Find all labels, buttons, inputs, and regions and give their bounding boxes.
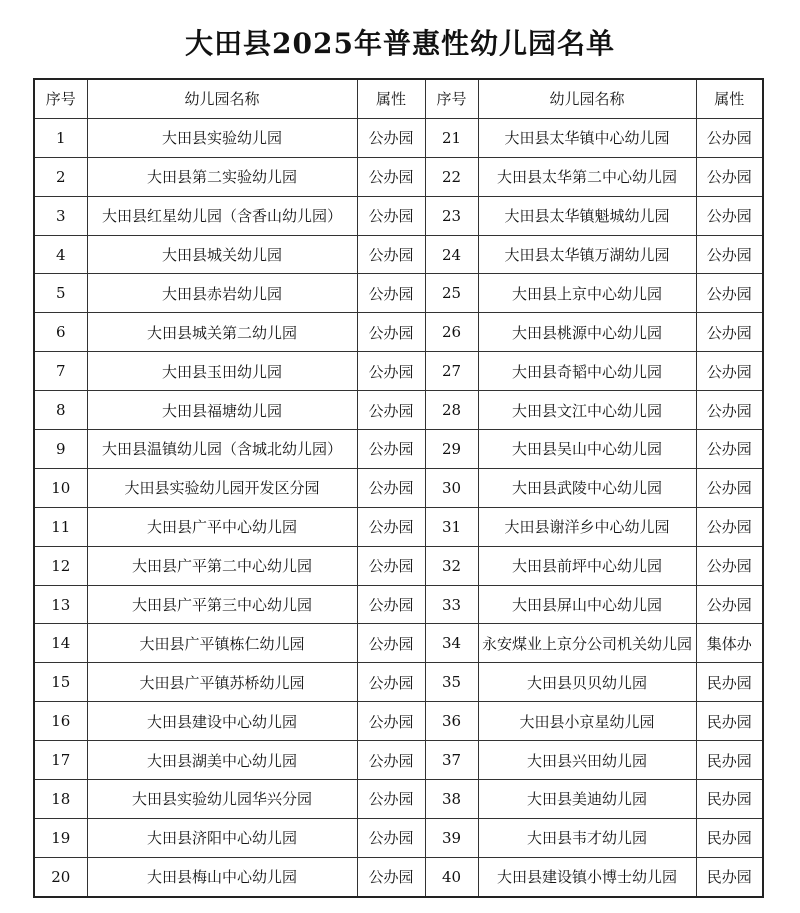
table-row [34, 157, 763, 196]
header-serial-left: 序号 [34, 79, 87, 118]
serial-cell: 7 [34, 352, 87, 391]
serial-cell: 38 [425, 780, 478, 819]
kindergarten-name-cell: 大田县城关第二幼儿园 [87, 313, 357, 352]
kindergarten-name-cell: 大田县韦才幼儿园 [478, 818, 696, 857]
table-row [34, 118, 763, 157]
kindergarten-name-cell: 大田县广平镇栋仁幼儿园 [87, 624, 357, 663]
ownership-type-cell: 公办园 [357, 235, 425, 274]
ownership-type-cell: 民办园 [696, 818, 763, 857]
table-row [34, 741, 763, 780]
serial-cell: 36 [425, 702, 478, 741]
ownership-type-cell: 公办园 [696, 235, 763, 274]
ownership-type-cell: 公办园 [696, 196, 763, 235]
ownership-type-cell: 公办园 [357, 196, 425, 235]
serial-cell: 27 [425, 352, 478, 391]
serial-cell: 8 [34, 391, 87, 430]
ownership-type-cell: 公办园 [357, 313, 425, 352]
kindergarten-name-cell: 大田县太华镇中心幼儿园 [478, 118, 696, 157]
serial-cell: 20 [34, 857, 87, 896]
ownership-type-cell: 公办园 [696, 118, 763, 157]
header-type-right: 属性 [696, 79, 763, 118]
serial-cell: 32 [425, 546, 478, 585]
ownership-type-cell: 公办园 [357, 741, 425, 780]
ownership-type-cell: 公办园 [696, 507, 763, 546]
serial-cell: 33 [425, 585, 478, 624]
kindergarten-name-cell: 永安煤业上京分公司机关幼儿园 [478, 624, 696, 663]
table-row [34, 818, 763, 857]
kindergarten-name-cell: 大田县吴山中心幼儿园 [478, 430, 696, 469]
serial-cell: 24 [425, 235, 478, 274]
serial-cell: 29 [425, 430, 478, 469]
serial-cell: 5 [34, 274, 87, 313]
kindergarten-name-cell: 大田县广平第二中心幼儿园 [87, 546, 357, 585]
ownership-type-cell: 公办园 [357, 857, 425, 896]
kindergarten-name-cell: 大田县赤岩幼儿园 [87, 274, 357, 313]
kindergarten-name-cell: 大田县小京星幼儿园 [478, 702, 696, 741]
kindergarten-name-cell: 大田县谢洋乡中心幼儿园 [478, 507, 696, 546]
ownership-type-cell: 民办园 [696, 663, 763, 702]
ownership-type-cell: 公办园 [357, 352, 425, 391]
table-row [34, 352, 763, 391]
serial-cell: 11 [34, 507, 87, 546]
kindergarten-name-cell: 大田县建设镇小博士幼儿园 [478, 857, 696, 896]
serial-cell: 34 [425, 624, 478, 663]
serial-cell: 17 [34, 741, 87, 780]
kindergarten-table [33, 78, 764, 898]
ownership-type-cell: 公办园 [357, 585, 425, 624]
table-row [34, 546, 763, 585]
page-title: 大田县2025年普惠性幼儿园名单 [185, 27, 615, 60]
ownership-type-cell: 民办园 [696, 857, 763, 896]
ownership-type-cell: 公办园 [357, 274, 425, 313]
table-row [34, 507, 763, 546]
serial-cell: 6 [34, 313, 87, 352]
ownership-type-cell: 公办园 [357, 157, 425, 196]
kindergarten-name-cell: 大田县广平第三中心幼儿园 [87, 585, 357, 624]
ownership-type-cell: 公办园 [696, 585, 763, 624]
kindergarten-name-cell: 大田县第二实验幼儿园 [87, 157, 357, 196]
ownership-type-cell: 公办园 [357, 780, 425, 819]
serial-cell: 26 [425, 313, 478, 352]
table-row [34, 702, 763, 741]
ownership-type-cell: 公办园 [357, 391, 425, 430]
kindergarten-name-cell: 大田县上京中心幼儿园 [478, 274, 696, 313]
ownership-type-cell: 公办园 [357, 430, 425, 469]
serial-cell: 39 [425, 818, 478, 857]
serial-cell: 40 [425, 857, 478, 896]
ownership-type-cell: 民办园 [696, 741, 763, 780]
serial-cell: 4 [34, 235, 87, 274]
serial-cell: 3 [34, 196, 87, 235]
ownership-type-cell: 公办园 [357, 507, 425, 546]
ownership-type-cell: 民办园 [696, 780, 763, 819]
kindergarten-name-cell: 大田县太华第二中心幼儿园 [478, 157, 696, 196]
kindergarten-name-cell: 大田县湖美中心幼儿园 [87, 741, 357, 780]
ownership-type-cell: 公办园 [696, 546, 763, 585]
serial-cell: 21 [425, 118, 478, 157]
table-row [34, 780, 763, 819]
kindergarten-name-cell: 大田县屏山中心幼儿园 [478, 585, 696, 624]
ownership-type-cell: 公办园 [357, 546, 425, 585]
table-row [34, 235, 763, 274]
kindergarten-name-cell: 大田县福塘幼儿园 [87, 391, 357, 430]
kindergarten-name-cell: 大田县武陵中心幼儿园 [478, 468, 696, 507]
kindergarten-name-cell: 大田县前坪中心幼儿园 [478, 546, 696, 585]
kindergarten-name-cell: 大田县济阳中心幼儿园 [87, 818, 357, 857]
serial-cell: 28 [425, 391, 478, 430]
table-row [34, 274, 763, 313]
ownership-type-cell: 公办园 [696, 352, 763, 391]
kindergarten-name-cell: 大田县美迪幼儿园 [478, 780, 696, 819]
table-body [34, 118, 763, 896]
kindergarten-name-cell: 大田县文江中心幼儿园 [478, 391, 696, 430]
ownership-type-cell: 集体办 [696, 624, 763, 663]
ownership-type-cell: 公办园 [696, 468, 763, 507]
kindergarten-name-cell: 大田县城关幼儿园 [87, 235, 357, 274]
header-name-right: 幼儿园名称 [478, 79, 696, 118]
kindergarten-name-cell: 大田县桃源中心幼儿园 [478, 313, 696, 352]
ownership-type-cell: 民办园 [696, 702, 763, 741]
serial-cell: 35 [425, 663, 478, 702]
kindergarten-name-cell: 大田县红星幼儿园（含香山幼儿园） [87, 196, 357, 235]
table-row [34, 430, 763, 469]
ownership-type-cell: 公办园 [696, 430, 763, 469]
kindergarten-name-cell: 大田县太华镇万湖幼儿园 [478, 235, 696, 274]
table-row [34, 196, 763, 235]
serial-cell: 23 [425, 196, 478, 235]
ownership-type-cell: 公办园 [696, 274, 763, 313]
table-row [34, 585, 763, 624]
serial-cell: 19 [34, 818, 87, 857]
kindergarten-name-cell: 大田县广平镇苏桥幼儿园 [87, 663, 357, 702]
kindergarten-name-cell: 大田县太华镇魁城幼儿园 [478, 196, 696, 235]
serial-cell: 15 [34, 663, 87, 702]
serial-cell: 30 [425, 468, 478, 507]
ownership-type-cell: 公办园 [696, 391, 763, 430]
header-type-left: 属性 [357, 79, 425, 118]
kindergarten-name-cell: 大田县贝贝幼儿园 [478, 663, 696, 702]
kindergarten-name-cell: 大田县实验幼儿园华兴分园 [87, 780, 357, 819]
ownership-type-cell: 公办园 [357, 818, 425, 857]
ownership-type-cell: 公办园 [696, 157, 763, 196]
serial-cell: 18 [34, 780, 87, 819]
kindergarten-name-cell: 大田县实验幼儿园 [87, 118, 357, 157]
serial-cell: 16 [34, 702, 87, 741]
ownership-type-cell: 公办园 [357, 624, 425, 663]
serial-cell: 1 [34, 118, 87, 157]
kindergarten-name-cell: 大田县实验幼儿园开发区分园 [87, 468, 357, 507]
serial-cell: 9 [34, 430, 87, 469]
table-row [34, 468, 763, 507]
serial-cell: 31 [425, 507, 478, 546]
serial-cell: 14 [34, 624, 87, 663]
table-row [34, 857, 763, 896]
ownership-type-cell: 公办园 [357, 663, 425, 702]
table-header-row [34, 79, 763, 118]
serial-cell: 10 [34, 468, 87, 507]
ownership-type-cell: 公办园 [357, 702, 425, 741]
table-row [34, 624, 763, 663]
serial-cell: 37 [425, 741, 478, 780]
ownership-type-cell: 公办园 [696, 313, 763, 352]
kindergarten-name-cell: 大田县梅山中心幼儿园 [87, 857, 357, 896]
serial-cell: 13 [34, 585, 87, 624]
kindergarten-name-cell: 大田县兴田幼儿园 [478, 741, 696, 780]
serial-cell: 2 [34, 157, 87, 196]
table-row [34, 663, 763, 702]
table-row [34, 313, 763, 352]
kindergarten-name-cell: 大田县奇韬中心幼儿园 [478, 352, 696, 391]
serial-cell: 12 [34, 546, 87, 585]
table-row [34, 391, 763, 430]
header-name-left: 幼儿园名称 [87, 79, 357, 118]
serial-cell: 25 [425, 274, 478, 313]
serial-cell: 22 [425, 157, 478, 196]
kindergarten-name-cell: 大田县温镇幼儿园（含城北幼儿园） [87, 430, 357, 469]
kindergarten-name-cell: 大田县广平中心幼儿园 [87, 507, 357, 546]
ownership-type-cell: 公办园 [357, 468, 425, 507]
ownership-type-cell: 公办园 [357, 118, 425, 157]
kindergarten-name-cell: 大田县玉田幼儿园 [87, 352, 357, 391]
kindergarten-name-cell: 大田县建设中心幼儿园 [87, 702, 357, 741]
header-serial-right: 序号 [425, 79, 478, 118]
